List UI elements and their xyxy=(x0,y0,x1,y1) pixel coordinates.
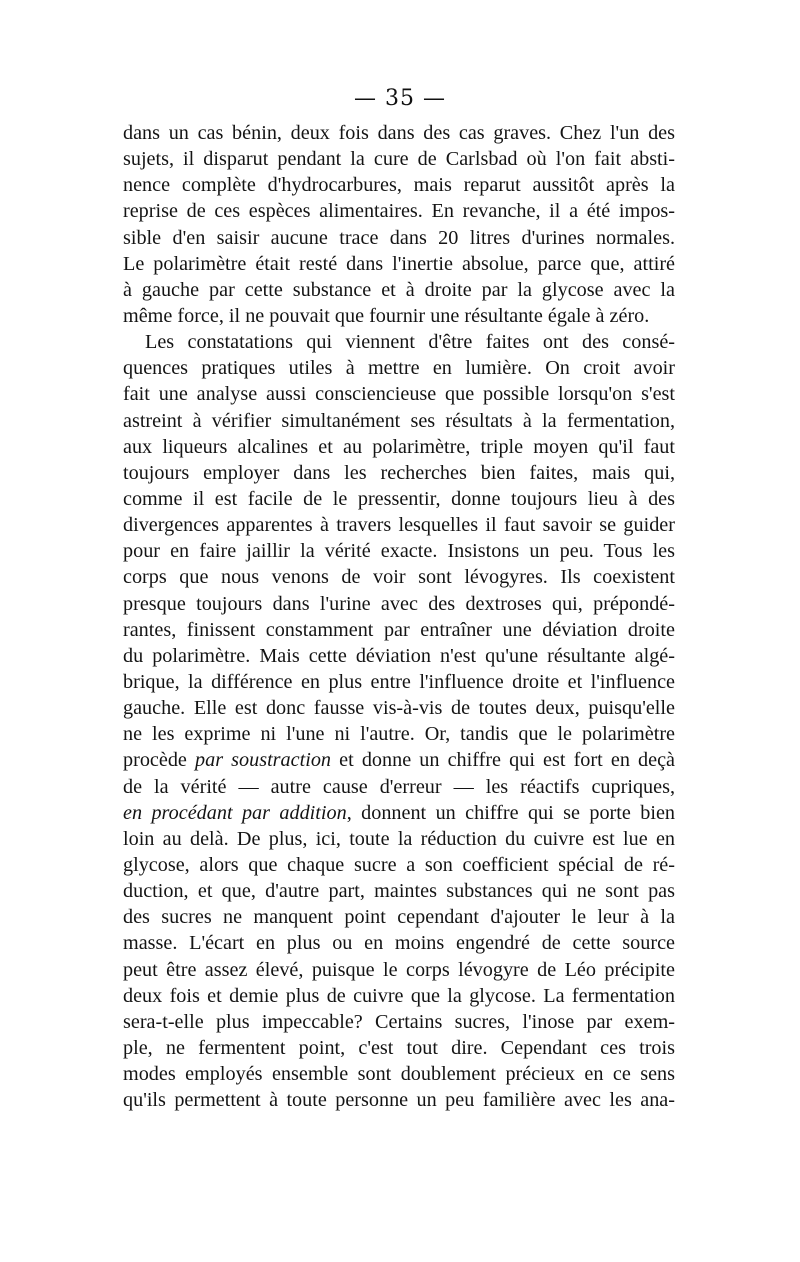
text-line: qu'ils permettent à toute personne un peu familière avec les ana- xyxy=(123,1089,675,1112)
text-segment: procède xyxy=(123,749,196,772)
text-line: quences pratiques utiles à mettre en lumière. On croit avoir xyxy=(123,357,675,380)
text-line: du polarimètre. Mais cette déviation n'est qu'une résultante algé- xyxy=(123,644,675,667)
text-line: rantes, finissent constamment par entraîner une déviation droite xyxy=(123,618,675,641)
text-line: Le polarimètre était resté dans l'inertie absolue, parce que, attiré xyxy=(123,252,675,275)
paragraph-first-line: Les constatations qui viennent d'être faites ont des consé- xyxy=(145,331,675,354)
page-number: — 35 — xyxy=(354,86,446,111)
text-line: corps que nous venons de voir sont lévogyres. Ils coexistent xyxy=(123,566,675,589)
text-line: loin au delà. De plus, ici, toute la réduction du cuivre est lue en xyxy=(123,827,675,850)
text-line: aux liqueurs alcalines et au polarimètre, triple moyen qu'il faut xyxy=(123,435,675,458)
text-line: ple, ne fermentent point, c'est tout dire. Cependant ces trois xyxy=(123,1036,675,1059)
text-line: ne les exprime ni l'une ni l'autre. Or, tandis que le polarimètre xyxy=(123,723,675,746)
text-line: fait une analyse aussi consciencieuse que possible lorsqu'on s'est xyxy=(123,383,675,406)
text-line: toujours employer dans les recherches bien faites, mais qui, xyxy=(123,461,675,484)
text-line: peut être assez élevé, puisque le corps lévogyre de Léo précipite xyxy=(123,958,675,981)
text-line: dans un cas bénin, deux fois dans des cas graves. Chez l'un des xyxy=(123,122,675,144)
text-line: duction, et que, d'autre part, maintes substances qui ne sont pas xyxy=(123,880,675,903)
text-line: sible d'en saisir aucune trace dans 20 litres d'urines normales. xyxy=(123,226,675,249)
text-line: masse. L'écart en plus ou en moins engendré de cette source xyxy=(123,932,675,955)
text-line: sujets, il disparut pendant la cure de Carlsbad où l'on fait absti- xyxy=(123,148,675,171)
text-line: comme il est facile de le pressentir, donne toujours lieu à des xyxy=(123,487,675,510)
paragraph-last-line: même force, il ne pouvait que fournir une résultante égale à zéro. xyxy=(123,304,650,327)
text-line: reprise de ces espèces alimentaires. En revanche, il a été impos- xyxy=(123,200,675,223)
body-text xyxy=(123,120,675,1113)
text-line: modes employés ensemble sont doublement précieux en ce sens xyxy=(123,1063,675,1086)
text-line: à gauche par cette substance et à droite par la glycose avec la xyxy=(123,278,675,301)
text-line: sera-t-elle plus impeccable? Certains sucres, l'inose par exem- xyxy=(123,1010,675,1033)
text-line: brique, la différence en plus entre l'influence droite et l'influence xyxy=(123,670,675,693)
text-line: divergences apparentes à travers lesquelles il faut savoir se guider xyxy=(123,514,675,537)
text-line-with-emphasis xyxy=(123,747,675,773)
emphasis-text: par soustraction xyxy=(195,749,332,772)
text-line: pour en faire jaillir la vérité exacte. Insistons un peu. Tous les xyxy=(123,540,675,563)
text-line: de la vérité — autre cause d'erreur — les réactifs cupriques, xyxy=(123,775,675,798)
text-line: presque toujours dans l'urine avec des dextroses qui, prépondé- xyxy=(123,592,675,615)
text-line-with-emphasis xyxy=(123,800,675,826)
emphasis-text: en procédant par addition xyxy=(123,801,347,824)
text-line: glycose, alors que chaque sucre a son coefficient spécial de ré- xyxy=(123,853,675,876)
text-line: astreint à vérifier simultanément ses résultats à la fermentation, xyxy=(123,409,675,432)
text-line: nence complète d'hydrocarbures, mais reparut aussitôt après la xyxy=(123,174,675,197)
text-line: deux fois et demie plus de cuivre que la glycose. La fermentation xyxy=(123,984,675,1007)
text-segment: , donnent un chiffre qui se porte bien xyxy=(346,801,676,824)
text-line: des sucres ne manquent point cependant d'ajouter le leur à la xyxy=(123,906,675,929)
text-line: gauche. Elle est donc fausse vis-à-vis de toutes deux, puisqu'elle xyxy=(123,697,675,720)
text-segment: et donne un chiffre qui est fort en deçà xyxy=(331,749,676,772)
